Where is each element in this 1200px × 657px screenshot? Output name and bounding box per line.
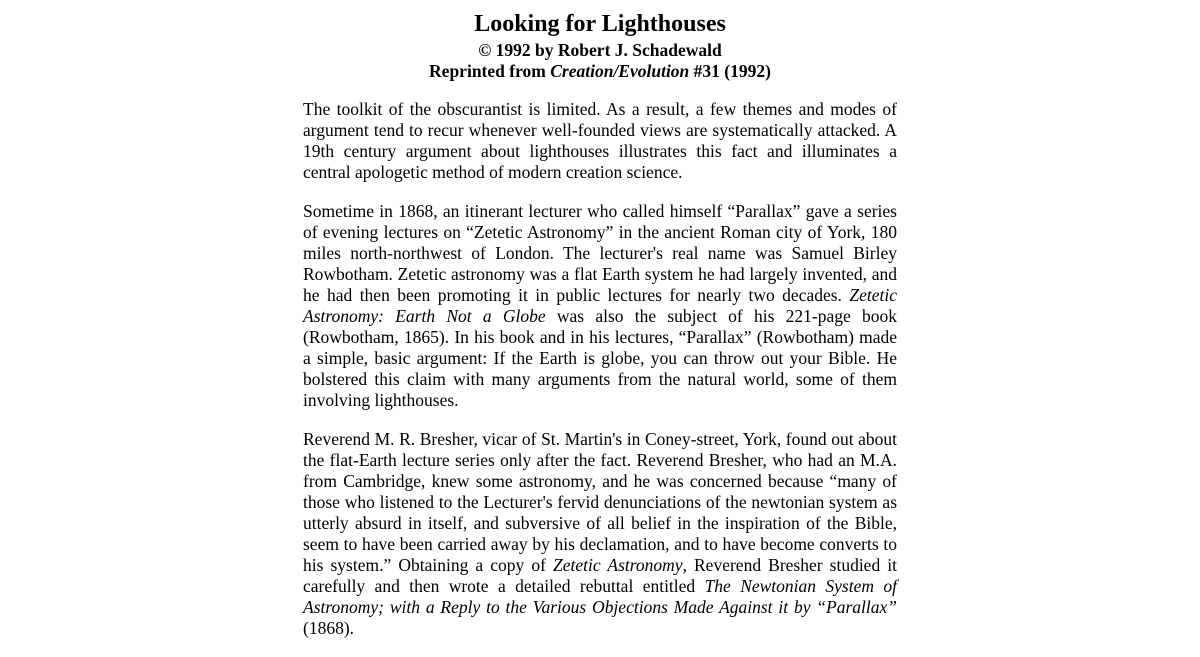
reprint-line <box>303 61 897 82</box>
paragraph-text: was also the subject of his 221-page book (Rowbotham, 1865). In his book and in his lectures, “Parallax” (Rowbotham) made a simple, basic argument: If the Earth is globe, you can throw out your Bible. He bolstered this claim with many arguments from the natural world, some of them involving lighthouses. <box>303 306 897 410</box>
reprint-prefix: Reprinted from <box>429 61 551 81</box>
document-header <box>303 8 897 82</box>
page-title: Looking for Lighthouses <box>474 11 726 37</box>
paragraph-text: , Reverend Bresher studied it carefully and then wrote a detailed rebuttal entitled <box>303 555 897 596</box>
book-title: Zetetic Astronomy <box>553 555 683 575</box>
paragraph-text: Sometime in 1868, an itinerant lecturer who called himself “Parallax” gave a series of evening lectures on “Zetetic Astronomy” in the ancient Roman city of York, 180 miles north-northwest of London. The lecturer's real name was Samuel Birley Rowbotham. Zetetic astronomy was a flat Earth system he had largely invented, and he had then been promoting it in public lectures for nearly two decades. <box>303 201 897 305</box>
book-title: Zetetic Astronomy: Earth Not a Globe <box>303 285 897 326</box>
article-body <box>303 99 897 639</box>
paragraph-intro: The toolkit of the obscurantist is limited. As a result, a few themes and modes of argument tend to recur whenever well-founded views are systematically attacked. A 19th century argument about lighthouses illustrates this fact and illuminates a central apologetic method of modern creation science. <box>303 99 897 182</box>
paragraph-text: (1868). <box>303 618 355 638</box>
rebuttal-title: The Newtonian System of Astronomy; with a Reply to the Various Objections Made Against it by “Parallax” <box>303 576 897 617</box>
paragraph-parallax <box>303 201 897 411</box>
copyright-line: © 1992 by Robert J. Schadewald <box>478 40 722 60</box>
reprint-source: Creation/Evolution <box>550 61 690 81</box>
paragraph-bresher <box>303 429 897 639</box>
paragraph-text: Reverend M. R. Bresher, vicar of St. Martin's in Coney-street, York, found out about the flat-Earth lecture series only after the fact. Reverend Bresher, who had an M.A. from Cambridge, knew some astronomy, and he was concerned because “many of those who listened to the Lecturer's fervid denunciations of the newtonian system as utterly absurd in itself, and subversive of all belief in the inspiration of the Bible, seem to have been carried away by his declamation, and to have become converts to his system.” Obtaining a copy of <box>303 429 897 575</box>
reprint-suffix: #31 (1992) <box>689 61 771 81</box>
document-page <box>303 8 897 657</box>
